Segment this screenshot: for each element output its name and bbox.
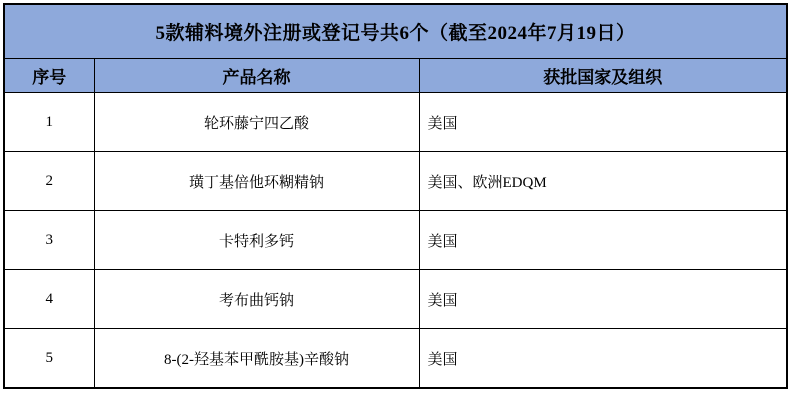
row-number-cell: 3 [4, 211, 94, 270]
table-title-row [4, 4, 787, 59]
column-header-approvals: 获批国家及组织 [419, 59, 787, 93]
table-title: 5款辅料境外注册或登记号共6个（截至2024年7月19日） [4, 4, 787, 59]
column-header-product: 产品名称 [94, 59, 419, 93]
product-name-cell: 考布曲钙钠 [94, 270, 419, 329]
product-name-cell: 璜丁基倍他环糊精钠 [94, 152, 419, 211]
table-row [4, 93, 787, 152]
column-header-no: 序号 [4, 59, 94, 93]
row-number-cell: 2 [4, 152, 94, 211]
table-header-row [4, 59, 787, 93]
table-row [4, 270, 787, 329]
row-number-cell: 5 [4, 329, 94, 389]
table-row [4, 329, 787, 389]
approvals-cell: 美国 [419, 211, 787, 270]
product-name-cell: 轮环藤宁四乙酸 [94, 93, 419, 152]
approvals-cell: 美国 [419, 329, 787, 389]
row-number-cell: 1 [4, 93, 94, 152]
product-name-cell: 8-(2-羟基苯甲酰胺基)辛酸钠 [94, 329, 419, 389]
table-row [4, 211, 787, 270]
row-number-cell: 4 [4, 270, 94, 329]
excipients-registration-table [3, 3, 788, 389]
approvals-cell: 美国 [419, 93, 787, 152]
table-row [4, 152, 787, 211]
approvals-cell: 美国 [419, 270, 787, 329]
approvals-cell: 美国、欧洲EDQM [419, 152, 787, 211]
product-name-cell: 卡特利多钙 [94, 211, 419, 270]
